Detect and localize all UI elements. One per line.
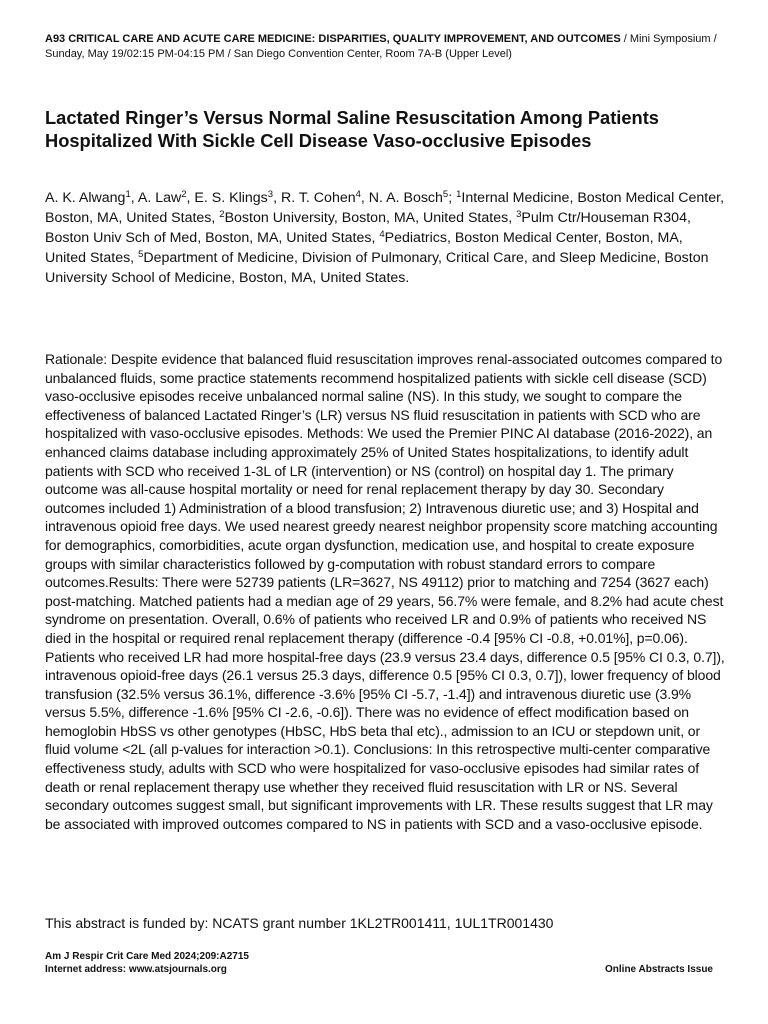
affiliation: Department of Medicine, Division of Pulmonary, Critical Care, and Sleep Medicine, Boston University School of Medicine, Boston, MA, United States. xyxy=(45,250,709,286)
session-details: / Mini Symposium / Sunday, May 19/02:15 PM-04:15 PM / San Diego Convention Center, Room 7A-B (Upper Level) xyxy=(45,33,717,60)
author-sep: , xyxy=(130,190,138,206)
affiliation: Internal Medicine, Boston Medical Center, Boston, MA, United States, xyxy=(45,190,725,226)
session-header xyxy=(45,32,725,61)
issue-label: Online Abstracts Issue xyxy=(605,964,713,975)
journal-citation: Am J Respir Crit Care Med 2024;209:A2715 xyxy=(45,951,249,962)
author: R. T. Cohen xyxy=(280,190,356,206)
internet-address: Internet address: www.atsjournals.org xyxy=(45,964,227,975)
author-sup: 2 xyxy=(181,189,187,200)
author-sup: 3 xyxy=(267,189,274,200)
author-sep: , xyxy=(360,190,369,206)
footer-citation-block xyxy=(45,950,249,976)
affiliation: Pulm Ctr/Houseman R304, Boston Univ Sch of Med, Boston, MA, United States, xyxy=(45,210,691,246)
affiliation-sup: 1 xyxy=(456,189,462,200)
author: A. Law xyxy=(137,190,182,206)
affiliation: Pediatrics, Boston Medical Center, Boston, MA, United States, xyxy=(45,230,683,266)
author-list xyxy=(45,188,725,288)
author-sep: ; xyxy=(448,190,457,206)
author-sup: 4 xyxy=(355,189,361,200)
author-sep: , xyxy=(186,190,195,206)
funding-statement: This abstract is funded by: NCATS grant number 1KL2TR001411, 1UL1TR001430 xyxy=(45,915,554,931)
affiliation: Boston University, Boston, MA, United States, xyxy=(224,210,517,226)
author-sup: 5 xyxy=(442,189,449,200)
author-sup: 1 xyxy=(125,189,131,200)
author-sep: , xyxy=(273,190,281,206)
author: A. K. Alwang xyxy=(45,190,126,206)
session-title: A93 CRITICAL CARE AND ACUTE CARE MEDICINE: DISPARITIES, QUALITY IMPROVEMENT, AND OUTCOMES xyxy=(45,33,621,45)
affiliation-sup: 2 xyxy=(219,209,225,220)
affiliation-sup: 3 xyxy=(516,209,522,220)
affiliation-sup: 5 xyxy=(138,249,144,260)
abstract-body: Rationale: Despite evidence that balanced fluid resuscitation improves renal-associated outcomes compared to unbalanced fluids, some practice statements recommend hospitalized patients with sickle cell disease (SCD) vaso-occlusive episodes receive unbalanced normal saline (NS). In this study, we sought to compare the effectiveness of balanced Lactated Ringer’s (LR) versus NS fluid resuscitation in patients with SCD who are hospitalized with vaso-occlusive episodes. Methods: We used the Premier PINC AI database (2016-2022), an enhanced claims database including approximately 25% of United States hospitalizations, to identify adult patients with SCD who received 1-3L of LR (intervention) or NS (control) on hospital day 1. The primary outcome was all-cause hospital mortality or need for renal replacement therapy by day 30. Secondary outcomes included 1) Administration of a blood transfusion; 2) Intravenous diuretic use; and 3) Hospital and intravenous opioid free days. We used nearest greedy nearest neighbor propensity score matching accounting for demographics, comorbidities, acute organ dysfunction, medication use, and hospital to create exposure groups with similar characteristics followed by g-computation with robust standard errors to compare outcomes.Results: There were 52739 patients (LR=3627, NS 49112) prior to matching and 7254 (3627 each) post-matching. Matched patients had a median age of 29 years, 56.7% were female, and 8.2% had acute chest syndrome on presentation. Overall, 0.6% of patients who received LR and 0.9% of patients who received NS died in the hospital or required renal replacement therapy (difference -0.4 [95% CI -0.8, +0.01%], p=0.06). Patients who received LR had more hospital-free days (23.9 versus 23.4 days, difference 0.5 [95% CI 0.3, 0.7]), intravenous opioid-free days (26.1 versus 25.3 days, difference 0.5 [95% CI 0.3, 0.7]), lower frequency of blood transfusion (32.5% versus 36.1%, difference -3.6% [95% CI -5.7, -1.4]) and intravenous diuretic use (3.9% versus 5.5%, difference -1.6% [95% CI -2.6, -0.6]). There was no evidence of effect modification based on hemoglobin HbSS vs other genotypes (HbSC, HbS beta thal etc)., admission to an ICU or stepdown unit, or fluid volume <2L (all p-values for interaction >0.1). Conclusions: In this retrospective multi-center comparative effectiveness study, adults with SCD who were hospitalized for vaso-occlusive episodes had similar rates of death or renal replacement therapy use whether they received fluid resuscitation with LR or NS. Several secondary outcomes suggest small, but significant improvements with LR. These results suggest that LR may be associated with improved outcomes compared to NS in patients with SCD and a vaso-occlusive episode. xyxy=(45,351,725,832)
author: E. S. Klings xyxy=(194,190,268,206)
abstract-title: Lactated Ringer’s Versus Normal Saline Resuscitation Among Patients Hospitalized With Sickle Cell Disease Vaso-occlusive Episodes xyxy=(45,107,659,151)
affiliation-sup: 4 xyxy=(379,229,385,240)
author: N. A. Bosch xyxy=(368,190,443,206)
